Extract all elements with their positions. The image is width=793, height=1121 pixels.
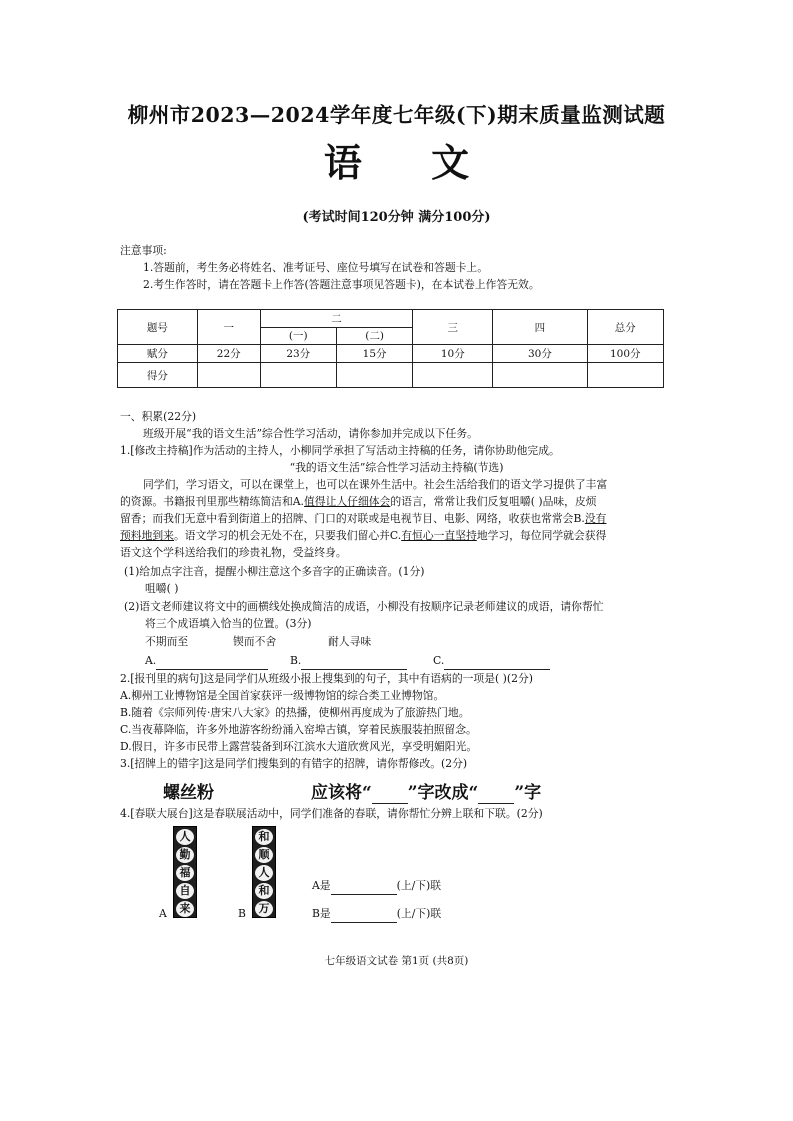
table-cell: 10分: [413, 345, 493, 363]
option-d: D.假日，许多市民带上露营装备到环江滨水大道欣赏风光，享受明媚阳光。: [120, 740, 478, 753]
table-header-cell: 二: [260, 310, 413, 328]
table-header-cell: 四: [493, 310, 587, 345]
answer-blank-couplet-a[interactable]: [331, 877, 397, 895]
question-1-2: (2)语文老师建议将文中的画横线处换成简洁的成语，小柳没有按顺序记录老师建议的成语，请你帮忙: [124, 600, 604, 613]
section-intro: 班级开展“我的语文生活”综合性学习活动，请你参加并完成以下任务。: [143, 427, 478, 440]
table-header-cell: (一): [260, 327, 336, 345]
table-row-label: 赋分: [118, 345, 198, 363]
idiom-option: 耐人寻味: [328, 635, 372, 648]
option-a: A.柳州工业博物馆是全国首家获评一级博物馆的综合类工业博物馆。: [120, 689, 445, 702]
table-cell: 100分: [587, 345, 663, 363]
exam-title: 柳州市2023—2024学年度七年级(下)期末质量监测试题: [127, 103, 666, 127]
passage-line: 留香；而我们无意中看到街道上的招牌、门口的对联或是电视节目、电影、网络，收获也常常会B.没有: [120, 512, 607, 525]
subject-title: 语 文: [323, 140, 498, 185]
score-entry-cell[interactable]: [413, 363, 493, 388]
table-header-cell: 三: [413, 310, 493, 345]
right-char-blank[interactable]: [478, 783, 514, 804]
score-entry-cell[interactable]: [587, 363, 663, 388]
score-entry-cell[interactable]: [197, 363, 260, 388]
question-1-2-cont: 将三个成语填入恰当的位置。(3分): [145, 617, 312, 630]
answer-blank-couplet-b[interactable]: [331, 905, 397, 923]
score-entry-cell[interactable]: [493, 363, 587, 388]
table-cell: 23分: [260, 345, 336, 363]
note-item: 2.考生作答时，请在答题卡上作答(答题注意事项见答题卡)，在本试卷上作答无效。: [143, 278, 540, 291]
option-c: C.当夜幕降临，许多外地游客纷纷涌入窑埠古镇，穿着民族服装拍照留念。: [120, 723, 477, 736]
option-b: B.随着《宗师列传·唐宋八大家》的热播，使柳州再度成为了旅游热门地。: [120, 706, 470, 719]
couplet-b-label: B: [238, 907, 246, 920]
score-entry-cell[interactable]: [260, 363, 336, 388]
answer-blank-c[interactable]: C.: [433, 652, 550, 670]
answer-line-b: B是 (上/下)联: [312, 905, 441, 923]
table-header-cell: 总分: [587, 310, 663, 345]
answer-line-a: A是 (上/下)联: [312, 877, 441, 895]
exam-info: (考试时间120分钟 满分100分): [302, 210, 491, 225]
couplet-b-image: 和 顺 人 和 万: [252, 826, 276, 918]
table-header-cell: 一: [197, 310, 260, 345]
table-header-cell: (二): [336, 327, 412, 345]
section-heading: 一、积累(22分): [120, 410, 197, 423]
passage-title: “我的语文生活”综合性学习活动主持稿(节选): [289, 461, 504, 474]
answer-pinyin-blank[interactable]: 咀嚼( ): [145, 582, 179, 595]
question-3: 3.[招牌上的错字]这是同学们搜集到的有错字的招牌，请你帮修改。(2分): [120, 757, 468, 770]
answer-blank-b[interactable]: B.: [290, 652, 407, 670]
table-row-label: 得分: [118, 363, 198, 388]
answer-blank-a[interactable]: A.: [145, 652, 268, 670]
couplet-a-image: 人 勤 福 自 来: [173, 826, 197, 918]
question-4: 4.[春联大展台]这是春联展活动中，同学们准备的春联，请你帮忙分辨上联和下联。(2分): [120, 807, 543, 820]
question-1-1: (1)给加点字注音，提醒小柳注意这个多音字的正确读音。(1分): [124, 565, 425, 578]
note-item: 1.答题前，考生务必将姓名、准考证号、座位号填写在试卷和答题卡上。: [143, 261, 489, 274]
passage-line: 语文这个学科送给我们的珍贵礼物，受益终身。: [120, 546, 347, 559]
passage-line: 预料地到来。语文学习的机会无处不在，只要我们留心并C.有恒心一直坚持地学习，每位同学就会获得: [120, 529, 607, 542]
idiom-option: 锲而不舍: [233, 635, 277, 648]
table-cell: 22分: [197, 345, 260, 363]
score-table: [117, 309, 664, 388]
idiom-option: 不期而至: [145, 635, 189, 648]
passage-line: 的资源。书籍报刊里那些精练简洁和A.值得让人仔细体会的语言，常常让我们反复咀嚼( )品味，皮烦: [120, 495, 597, 508]
wrong-char-blank[interactable]: [372, 783, 408, 804]
question-1: 1.[修改主持稿]作为活动的主持人，小柳同学承担了写活动主持稿的任务，请你协助他完成。: [120, 444, 560, 457]
correction-sentence: 应该将“ ”字改成“ ”字: [311, 783, 542, 803]
table-cell: 30分: [493, 345, 587, 363]
page-footer: 七年级语文试卷 第1页 (共8页): [324, 955, 469, 967]
question-2: 2.[报刊里的病句]这是同学们从班级小报上搜集到的句子，其中有语病的一项是( )(2分): [120, 672, 533, 685]
couplet-a-label: A: [159, 907, 167, 920]
notes-heading: 注意事项:: [120, 244, 167, 257]
table-cell: 15分: [336, 345, 412, 363]
score-entry-cell[interactable]: [336, 363, 412, 388]
table-header-cell: 题号: [118, 310, 198, 345]
sign-text: 螺丝粉: [163, 783, 214, 803]
passage-line: 同学们，学习语文，可以在课堂上，也可以在课外生活中。社会生活给我们的语文学习提供了丰富: [143, 478, 608, 491]
